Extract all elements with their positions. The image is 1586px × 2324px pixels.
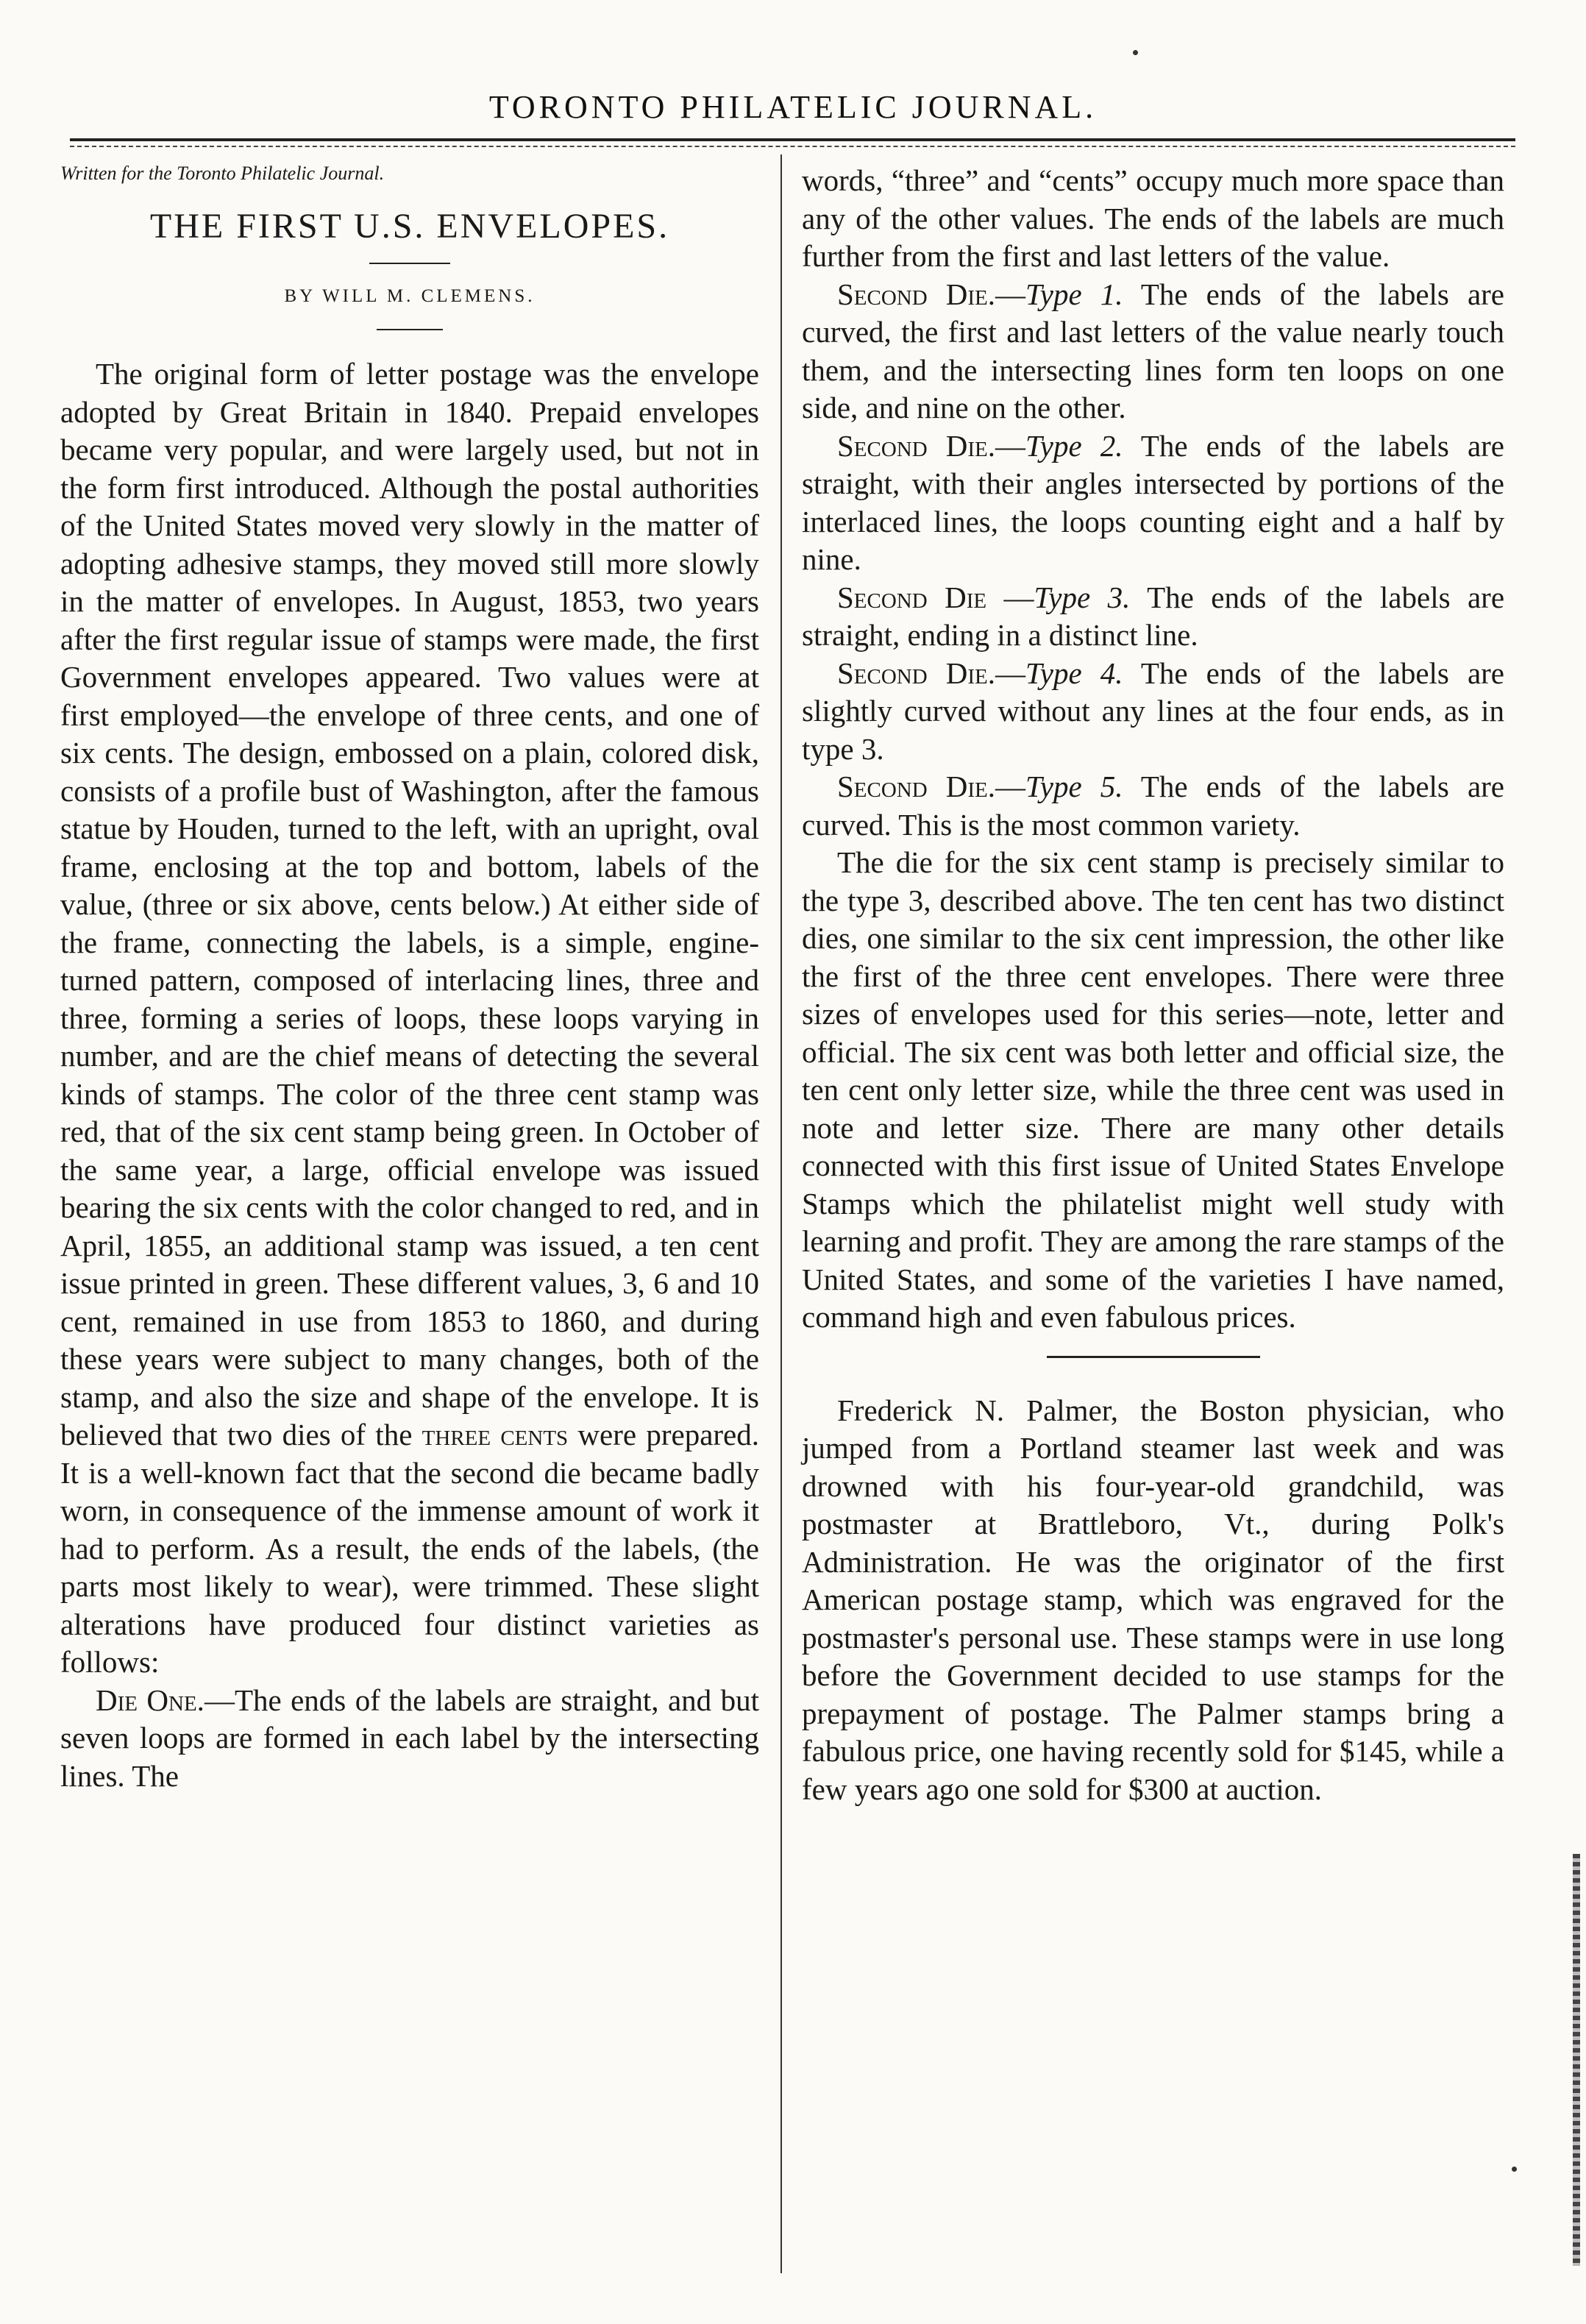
second-die-type-2: Second Die.—Type 2. The ends of the labels are straight, with their angles intersected by portions of the interlaced lines, the loops counting eight and a half by nine. <box>802 428 1504 576</box>
type-description: The ends of the labels are straight, ending in a distinct line. <box>802 580 1505 652</box>
column-divider <box>780 154 782 2273</box>
three-cents-smallcaps: three cents <box>422 1418 569 1451</box>
continued-paragraph: words, “three” and “cents” occupy much more space than any of the other values. The ends of the labels are much further from the first and last letters of the value. <box>802 163 1504 273</box>
die-one-text: —The ends of the labels are straight, and but seven loops are formed in each label by the intersecting lines. The <box>60 1682 760 1793</box>
second-die-type-3: Second Die —Type 3. The ends of the labels are straight, ending in a distinct line. <box>802 580 1505 652</box>
second-die-type-4: Second Die.—Type 4. The ends of the labels are slightly curved without any lines at the four ends, as in type 3. <box>802 655 1504 766</box>
article-title: THE FIRST U.S. ENVELOPES. <box>149 207 670 246</box>
journal-header: TORONTO PHILATELIC JOURNAL. <box>488 89 1098 125</box>
second-die-label: Second Die <box>837 580 987 614</box>
type-label: Type 5. <box>1025 770 1123 803</box>
type-description: The ends of the labels are straight, with their angles intersected by portions of the interlaced lines, the loops counting eight and a half by nine. <box>802 428 1504 576</box>
second-die-type-5: Second Die.—Type 5. The ends of the labels are curved. This is the most common variety. <box>802 770 1504 842</box>
type-label: Type 2. <box>1025 428 1123 463</box>
article-byline: BY WILL M. CLEMENS. <box>284 286 536 306</box>
type-description: The ends of the labels are curved, the first and last letters of the value nearly touch them, and the intersecting lines form ten loops on one side, and nine on the other. <box>802 277 1504 424</box>
right-column <box>802 162 1504 1808</box>
header-rule-dashed <box>70 146 1515 147</box>
intro-text: The original form of letter postage was the envelope adopted by Great Britain in 1840. Prepaid envelopes became very popular, and were largely used, but not in the form first introduced. Although the postal authorities of the United States moved very slowly in the matter of adopting adhesive stamps, they moved still more slowly in the matter of envelopes. In August, 1853, two years after the first regular issue of stamps were made, the first Government envelopes appeared. Two values were at first employed—the envelope of three cents, and one of six cents. The design, embossed on a plain, colored disk, consists of a profile bust of Washington, after the famous statue by Houden, turned to the left, with an upright, oval frame, enclosing at the top and bottom, labels of the value, (three or six above, cents below.) At either side of the frame, connecting the labels, is a simple, engine-turned pattern, composed of interlacing lines, three and three, forming a series of loops, these loops varying in number, and are the chief means of detecting the several kinds of stamps. The color of the three cent stamp was red, that of the six cent stamp being green. In October of the same year, a large, official envelope was issued bearing the six cents with the color changed to red, and in April, 1855, an additional stamp was issued, a ten cent issue printed in green. These different values, 3, 6 and 10 cent, remained in use from 1853 to 1860, and during these years were subject to many changes, both of the stamp, and also the size and shape of the envelope. It is believed that two dies of the <box>60 357 759 1451</box>
six-cent-paragraph: The die for the six cent stamp is precisely similar to the type 3, described above. The ten cent has two distinct dies, one similar to the six cent impression, the other like the first of the three cent envelopes. There were three sizes of envelopes used for this series—note, letter and official. The six cent was both letter and official size, the ten cent only letter size, while the three cent was used in note and letter size. There are many other details connected with this first issue of United States Envelope Stamps which the philatelist might well study with learning and profit. They are among the rare stamps of the United States, and some of the varieties I have named, command high and even fabulous prices. <box>802 845 1504 1334</box>
byline-rule <box>377 329 443 330</box>
header-rule <box>70 138 1515 141</box>
title-rule <box>369 263 450 264</box>
second-die-type-1: Second Die.—Type 1. The ends of the labels are curved, the first and last letters of the value nearly touch them, and the intersecting lines form ten loops on one side, and nine on the other. <box>802 277 1504 424</box>
die-one-label: Die One. <box>96 1682 205 1717</box>
second-die-label: Second Die. <box>837 428 995 463</box>
article-credit: Written for the Toronto Philatelic Journal. <box>60 163 385 184</box>
die-one-paragraph <box>60 1682 759 1796</box>
left-column <box>60 162 759 1795</box>
page-edge-scan-strip <box>1573 1854 1580 2266</box>
section-rule <box>1047 1356 1260 1358</box>
print-speck <box>1133 50 1138 55</box>
type-label: Type 4. <box>1025 655 1123 690</box>
palmer-paragraph: Frederick N. Palmer, the Boston physician, who jumped from a Portland steamer last week and was drowned with his four-year-old grandchild, was postmaster at Brattleboro, Vt., during Polk's Administration. He was the originator of the first American postage stamp, which was engraved for the postmaster's personal use. These stamps were in use long before the Government decided to use stamps for the prepayment of postage. The Palmer stamps bring a fabulous price, one having recently sold for $145, while a few years ago one sold for $300 at auction. <box>802 1393 1504 1806</box>
type-label: Type 1. <box>1025 277 1123 311</box>
intro-text-tail: were prepared. It is a well-known fact that the second die became badly worn, in consequence of the immense amount of work it had to perform. As a result, the ends of the labels, (the parts most likely to wear), were trimmed. These slight alterations have produced four distinct varieties as follows: <box>60 1418 759 1679</box>
intro-paragraph <box>60 355 759 1682</box>
second-die-label: Second Die. <box>837 277 995 311</box>
print-speck <box>1512 2167 1517 2172</box>
second-die-label: Second Die. <box>837 770 995 803</box>
type-label: Type 3. <box>1034 580 1131 614</box>
type-description: The ends of the labels are curved. This is the most common variety. <box>802 770 1504 842</box>
type-description: The ends of the labels are slightly curved without any lines at the four ends, as in type 3. <box>802 655 1504 766</box>
second-die-label: Second Die. <box>837 655 995 690</box>
